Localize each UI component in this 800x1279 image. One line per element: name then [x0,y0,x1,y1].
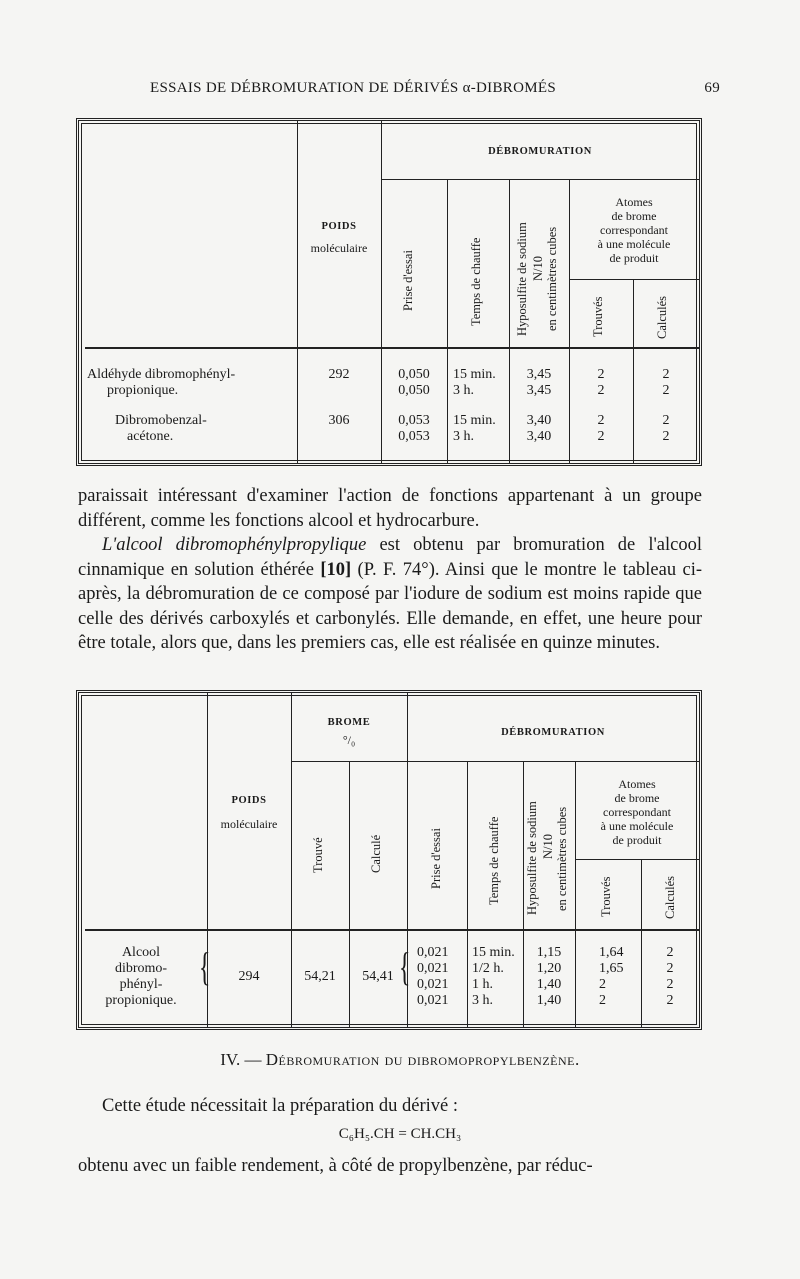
col-trouves: Trouvés [591,296,605,337]
paragraph: paraissait intéressant d'examiner l'action de fonctions appartenant à un groupe différent, comme les fonctions alcool et hydrocarbure. [78,486,702,531]
group-debromuration: DÉBROMURATION [488,146,592,157]
col-calcules: Calculés [655,295,669,339]
col-hypo-1: Hyposulfite de sodium [515,222,529,336]
paragraph: Cette étude nécessitait la préparation du dérivé : [102,1096,458,1116]
col-trouve: Trouvé [311,837,325,873]
col-hypo-1: Hyposulfite de sodium [525,801,539,915]
col-poids: POIDS [321,221,357,232]
col-hypo-2: N/10 [541,834,555,859]
col-hypo-2: N/10 [531,256,545,281]
page-number: 69 [704,80,720,96]
header-title: ESSAIS DE DÉBROMURATION DE DÉRIVÉS α-DIBROMÉS [150,80,556,96]
table-debromuration-1: DÉBROMURATION POIDS moléculaire Prise d'essai Temps de chauffe Hyposulfite de sodium N/10 en centimètres cubes Atomes de brome correspondant à une molécule de produit Trouvés Calculés Aldéhyde dibromophényl- propionique. 292 0,050 0,050 15 min. 3 h. 3,45 3,45 2 2 2 2 Dibromobenzal- acétone. 306 0,053 0,053 15 min. 3 h. 3,40 3,40 2 2 2 2 [76,118,702,466]
col-hypo-3: en centimètres cubes [545,226,559,331]
brace-left: { [198,944,211,989]
table-debromuration-2: BROME °/₀ DÉBROMURATION POIDS moléculaire Trouvé Calculé Prise d'essai Temps de chauffe Hyposulfite de sodium N/10 en centimètres cubes Atomes de brome correspondant à une molécule de produit Trouvés Calculés Alcool dibromo- phényl- propionique. { 294 54,21 54,41 { 0,021 0,021 0,021 0,021 15 min. 1/2 h. 1 h. 3 h. 1,15 1,20 1,40 1,40 1,64 1,65 2 2 2 2 2 2 [76,690,702,1030]
col-prise: Prise d'essai [429,828,443,889]
group-brome: BROME [327,717,371,728]
brace-right: { [398,944,411,989]
group-debromuration: DÉBROMURATION [501,727,605,738]
col-poids-sub: moléculaire [220,817,278,831]
body-text-2 [78,1094,702,1119]
section-heading: IV. — Débromuration du dibromopropylbenzène. [220,1050,580,1069]
paragraph: L'alcool dibromophénylpropylique est obtenu par bromuration de l'alcool cinnamique en solution éthérée [10] (P. F. 74°). Ainsi que le montre le tableau ci-après, la débromuration de ce composé par l'iodure de sodium est moins rapide que celle des dérivés carboxylés et carbonylés. Elle demande, en effet, une heure pour être totale, alors que, dans les premiers cas, elle est réalisée en quinze minutes. [78,535,703,653]
chemical-formula: C₆H₅.CH = CH.CH₃ [338,1126,462,1142]
col-calcules: Calculés [663,875,677,919]
col-calcule: Calculé [369,834,383,873]
col-hypo-3: en centimètres cubes [555,806,569,911]
col-poids: POIDS [231,795,267,806]
col-prise: Prise d'essai [401,250,415,311]
col-poids-sub: moléculaire [310,241,368,255]
group-brome-unit: °/₀ [342,733,356,747]
paragraph: obtenu avec un faible rendement, à côté de propylbenzène, par réduc- [78,1156,593,1176]
body-text-1 [78,484,702,656]
col-atomes: Atomes de brome correspondant à une molécule de produit [600,777,674,847]
body-text-3 [78,1154,702,1179]
col-atomes: Atomes de brome correspondant à une molécule de produit [597,195,671,265]
col-temps: Temps de chauffe [487,816,501,905]
col-trouves: Trouvés [599,876,613,917]
col-temps: Temps de chauffe [469,237,483,326]
